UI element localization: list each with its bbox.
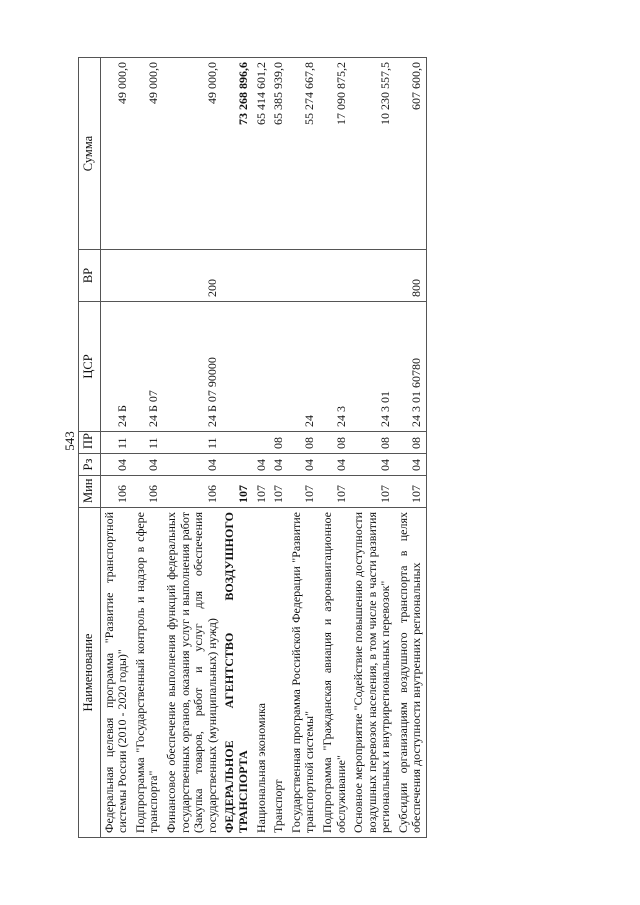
row-vr [319,250,350,302]
row-min: 107 [395,476,427,508]
row-vr [132,250,163,302]
table-row [319,58,350,838]
row-pr: 11 [100,432,132,454]
table-row [163,58,221,838]
row-csr: 24 3 01 60780 [395,302,427,432]
row-min: 107 [288,476,319,508]
row-sum: 73 268 896,6 [221,58,252,250]
row-name: Основное мероприятие "Содействие повышению доступности воздушных перевозок населения, в том числе в части развития региональных и внутрирегиональных перевозок" [350,508,395,838]
row-vr [270,250,288,302]
row-min: 106 [100,476,132,508]
row-csr: 24 Б [100,302,132,432]
table-header-row [79,58,101,838]
row-sum: 55 274 667,8 [288,58,319,250]
table-row [395,58,427,838]
table-row [100,58,132,838]
rotated-page [78,58,628,838]
row-sum: 49 000,0 [132,58,163,250]
row-csr: 24 Б 07 [132,302,163,432]
row-vr [253,250,271,302]
table-row [350,58,395,838]
row-pr [253,432,271,454]
row-pr: 08 [319,432,350,454]
row-name: Транспорт [270,508,288,838]
row-csr [221,302,252,432]
row-min: 107 [350,476,395,508]
row-pr: 08 [350,432,395,454]
row-csr: 24 [288,302,319,432]
row-rz: 04 [288,454,319,476]
row-csr: 24 3 01 [350,302,395,432]
row-min: 107 [253,476,271,508]
row-rz: 04 [350,454,395,476]
row-rz: 04 [319,454,350,476]
row-rz: 04 [270,454,288,476]
row-pr: 11 [132,432,163,454]
table-row [253,58,271,838]
row-name: Национальная экономика [253,508,271,838]
row-csr: 24 Б 07 90000 [163,302,221,432]
table-row [288,58,319,838]
header-name: Наименование [79,508,101,838]
header-sum: Сумма [79,58,101,250]
budget-table [78,57,427,838]
row-min: 106 [132,476,163,508]
row-name: Подпрограмма "Гражданская авиация и аэронавигационное обслуживание" [319,508,350,838]
page-number: 543 [61,431,77,451]
row-vr [350,250,395,302]
header-vr: ВР [79,250,101,302]
row-sum: 65 414 601,2 [253,58,271,250]
row-rz: 04 [100,454,132,476]
row-rz: 04 [132,454,163,476]
row-name: Государственная программа Российской Федерации "Развитие транспортной системы" [288,508,319,838]
row-rz [221,454,252,476]
header-min: Мин [79,476,101,508]
table-row [132,58,163,838]
header-csr: ЦСР [79,302,101,432]
row-sum: 49 000,0 [100,58,132,250]
row-name: Федеральная целевая программа "Развитие транспортной системы России (2010 - 2020 годы)" [100,508,132,838]
row-sum: 49 000,0 [163,58,221,250]
row-csr [253,302,271,432]
row-vr: 800 [395,250,427,302]
row-pr: 08 [395,432,427,454]
row-min: 107 [270,476,288,508]
row-csr [270,302,288,432]
row-name: Подпрограмма "Государственный контроль и надзор в сфере транспорта" [132,508,163,838]
row-min: 107 [319,476,350,508]
row-sum: 10 230 557,5 [350,58,395,250]
header-rz: Рз [79,454,101,476]
row-vr [100,250,132,302]
header-pr: ПР [79,432,101,454]
table-row [221,58,252,838]
row-csr: 24 3 [319,302,350,432]
row-sum: 607 600,0 [395,58,427,250]
row-pr: 08 [270,432,288,454]
row-min: 107 [221,476,252,508]
table-row [270,58,288,838]
row-rz: 04 [163,454,221,476]
row-rz: 04 [253,454,271,476]
row-vr [221,250,252,302]
row-pr: 08 [288,432,319,454]
row-name: Субсидии организациям воздушного транспорта в целях обеспечения доступности внутренних региональных [395,508,427,838]
row-min: 106 [163,476,221,508]
row-vr [288,250,319,302]
row-pr: 11 [163,432,221,454]
row-sum: 65 385 939,0 [270,58,288,250]
row-sum: 17 090 875,2 [319,58,350,250]
row-pr [221,432,252,454]
row-name: ФЕДЕРАЛЬНОЕ АГЕНТСТВО ВОЗДУШНОГО ТРАНСПОРТА [221,508,252,838]
row-name: Финансовое обеспечение выполнения функций федеральных государственных органов, оказания услуг и выполнения работ (Закупка товаров, работ и услуг для обеспечения государственных (муниципальных) нужд) [163,508,221,838]
row-vr: 200 [163,250,221,302]
row-rz: 04 [395,454,427,476]
